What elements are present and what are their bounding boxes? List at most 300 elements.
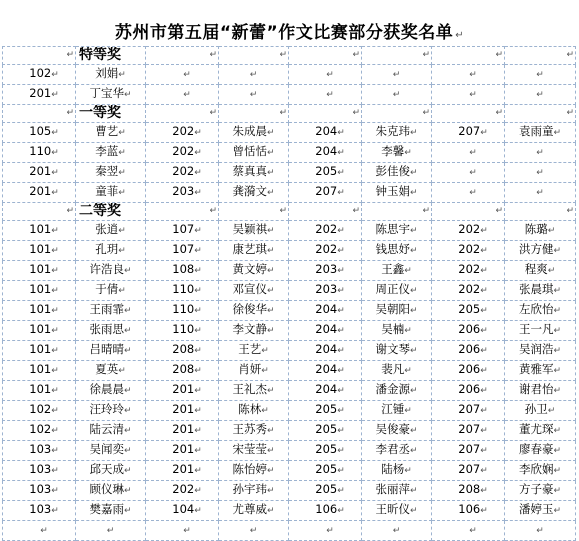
cell-end-mark: ↵	[553, 426, 562, 436]
class-number: 101	[29, 242, 52, 256]
cell-end-mark: ↵	[66, 50, 74, 60]
student-name-cell[interactable]	[76, 401, 146, 421]
student-name-cell[interactable]	[362, 143, 432, 163]
table-row	[3, 401, 576, 421]
student-name-cell[interactable]	[505, 361, 576, 381]
student-name-cell[interactable]	[505, 341, 576, 361]
class-number-cell[interactable]	[146, 381, 219, 401]
cell-end-mark: ↵	[337, 168, 345, 178]
student-name-cell[interactable]	[219, 143, 289, 163]
cell-end-mark: ↵	[409, 128, 418, 138]
student-name-cell[interactable]	[505, 183, 576, 203]
class-number-cell[interactable]	[146, 461, 219, 481]
class-number: 201	[29, 184, 52, 198]
cell-end-mark: ↵	[566, 108, 574, 118]
table-cell[interactable]	[505, 203, 576, 221]
student-name-cell[interactable]	[76, 461, 146, 481]
cell-end-mark: ↵	[337, 446, 345, 456]
cell-end-mark: ↵	[409, 226, 418, 236]
student-name-cell[interactable]	[505, 401, 576, 421]
student-name-cell[interactable]	[505, 261, 576, 281]
class-number: 202	[172, 124, 195, 138]
cell-end-mark: ↵	[194, 346, 202, 356]
cell-end-mark: ↵	[123, 406, 132, 416]
cell-end-mark: ↵	[409, 506, 418, 516]
class-number-cell[interactable]	[289, 421, 362, 441]
class-number: 107	[172, 242, 195, 256]
class-number: 202	[458, 242, 481, 256]
class-number-cell[interactable]	[146, 261, 219, 281]
student-name-cell[interactable]	[362, 401, 432, 421]
class-number-cell[interactable]	[146, 85, 219, 105]
cell-end-mark: ↵	[51, 506, 59, 516]
student-name-cell[interactable]	[219, 441, 289, 461]
class-number-cell[interactable]	[289, 221, 362, 241]
student-name-cell[interactable]	[505, 143, 576, 163]
cell-end-mark: ↵	[469, 526, 477, 536]
class-number: 203	[315, 282, 338, 296]
class-number-cell[interactable]	[3, 163, 76, 183]
class-number-cell[interactable]	[289, 501, 362, 521]
student-name-cell[interactable]	[219, 85, 289, 105]
class-number-cell[interactable]	[3, 321, 76, 341]
class-number-cell[interactable]	[3, 261, 76, 281]
cell-end-mark: ↵	[409, 306, 418, 316]
class-number: 107	[172, 222, 195, 236]
student-name-cell[interactable]	[219, 321, 289, 341]
cell-end-mark: ↵	[51, 246, 59, 256]
class-number-cell[interactable]	[289, 163, 362, 183]
cell-end-mark: ↵	[337, 306, 345, 316]
student-name: 曹艺	[95, 124, 119, 138]
table-cell[interactable]	[3, 47, 76, 65]
student-name-cell[interactable]	[505, 281, 576, 301]
student-name-cell[interactable]	[505, 321, 576, 341]
student-name-cell[interactable]	[76, 163, 146, 183]
document-title	[0, 22, 579, 44]
category-row	[3, 105, 576, 123]
class-number-cell[interactable]	[3, 361, 76, 381]
table-cell[interactable]	[289, 203, 362, 221]
student-name-cell[interactable]	[505, 501, 576, 521]
cell-end-mark: ↵	[495, 50, 503, 60]
table-cell[interactable]	[362, 203, 432, 221]
class-number-cell[interactable]	[289, 123, 362, 143]
class-number-cell[interactable]	[432, 321, 505, 341]
class-number: 103	[29, 482, 52, 496]
class-number-cell[interactable]	[3, 421, 76, 441]
student-name: 董尤琛	[518, 422, 554, 436]
student-name-cell[interactable]	[219, 341, 289, 361]
class-number-cell[interactable]	[289, 65, 362, 85]
table-row	[3, 65, 576, 85]
class-number-cell[interactable]	[3, 183, 76, 203]
student-name-cell[interactable]	[505, 381, 576, 401]
student-name: 吴润浩	[518, 342, 554, 356]
student-name-cell[interactable]	[505, 301, 576, 321]
table-cell[interactable]	[362, 47, 432, 65]
student-name-cell[interactable]	[362, 481, 432, 501]
student-name-cell[interactable]	[76, 123, 146, 143]
student-name-cell[interactable]	[76, 381, 146, 401]
student-name-cell[interactable]	[76, 261, 146, 281]
table-cell[interactable]	[289, 105, 362, 123]
cell-end-mark: ↵	[553, 246, 562, 256]
class-number-cell[interactable]	[289, 341, 362, 361]
table-row	[3, 321, 576, 341]
class-number-cell[interactable]	[3, 281, 76, 301]
class-number-cell[interactable]	[289, 321, 362, 341]
class-number-cell[interactable]	[146, 241, 219, 261]
cell-end-mark: ↵	[51, 188, 59, 198]
class-number-cell[interactable]	[146, 123, 219, 143]
class-number: 206	[458, 342, 481, 356]
student-name-cell[interactable]	[362, 301, 432, 321]
cell-end-mark: ↵	[194, 426, 202, 436]
student-name-cell[interactable]	[219, 163, 289, 183]
class-number-cell[interactable]	[146, 501, 219, 521]
category-text: 特等奖	[79, 47, 121, 63]
class-number-cell[interactable]	[432, 501, 505, 521]
cell-end-mark: ↵	[392, 70, 401, 80]
student-name-cell[interactable]	[219, 421, 289, 441]
student-name-cell[interactable]	[505, 123, 576, 143]
student-name-cell[interactable]	[219, 123, 289, 143]
student-name-cell[interactable]	[362, 123, 432, 143]
cell-end-mark: ↵	[536, 168, 544, 178]
cell-end-mark: ↵	[337, 266, 345, 276]
class-number-cell[interactable]	[3, 481, 76, 501]
class-number: 205	[458, 302, 481, 316]
student-name-cell[interactable]	[219, 501, 289, 521]
student-name-cell[interactable]	[219, 301, 289, 321]
class-number-cell[interactable]	[3, 401, 76, 421]
student-name-cell[interactable]	[505, 241, 576, 261]
cell-end-mark: ↵	[123, 446, 132, 456]
cell-end-mark: ↵	[51, 128, 59, 138]
cell-end-mark: ↵	[409, 426, 418, 436]
student-name: 许浩良	[89, 262, 124, 276]
cell-end-mark: ↵	[266, 466, 275, 476]
student-name-cell[interactable]	[505, 421, 576, 441]
cell-end-mark: ↵	[566, 206, 574, 216]
student-name-cell[interactable]	[362, 501, 432, 521]
table-cell[interactable]	[432, 203, 505, 221]
class-number-cell[interactable]	[432, 143, 505, 163]
table-cell[interactable]	[146, 105, 219, 123]
cell-end-mark: ↵	[194, 446, 202, 456]
category-row	[3, 203, 576, 221]
class-number-cell[interactable]	[3, 461, 76, 481]
cell-end-mark: ↵	[337, 148, 345, 158]
student-name-cell[interactable]	[76, 341, 146, 361]
class-number-cell[interactable]	[3, 241, 76, 261]
cell-end-mark: ↵	[118, 286, 126, 296]
cell-end-mark: ↵	[123, 346, 132, 356]
cell-end-mark: ↵	[352, 50, 360, 60]
student-name-cell[interactable]	[76, 301, 146, 321]
class-number-cell[interactable]	[3, 301, 76, 321]
student-name-cell[interactable]	[362, 261, 432, 281]
cell-end-mark: ↵	[123, 486, 132, 496]
student-name: 陈怡婷	[232, 462, 267, 476]
student-name: 黄文婷	[232, 262, 267, 276]
student-name: 蔡真真	[232, 164, 267, 178]
class-number-cell[interactable]	[289, 461, 362, 481]
class-number-cell[interactable]	[432, 421, 505, 441]
class-number-cell[interactable]	[432, 163, 505, 183]
class-number-cell[interactable]	[289, 301, 362, 321]
table-cell[interactable]	[362, 105, 432, 123]
student-name-cell[interactable]	[362, 461, 432, 481]
class-number-cell[interactable]	[3, 123, 76, 143]
student-name-cell[interactable]	[362, 221, 432, 241]
student-name-cell[interactable]	[362, 361, 432, 381]
class-number-cell[interactable]	[432, 301, 505, 321]
cell-end-mark: ↵	[409, 168, 418, 178]
cell-end-mark: ↵	[279, 50, 287, 60]
class-number-cell[interactable]	[432, 401, 505, 421]
student-name-cell[interactable]	[362, 421, 432, 441]
class-number-cell[interactable]	[432, 183, 505, 203]
student-name-cell[interactable]	[505, 221, 576, 241]
cell-end-mark: ↵	[266, 306, 275, 316]
table-cell[interactable]	[3, 203, 76, 221]
class-number-cell[interactable]	[146, 281, 219, 301]
class-number-cell[interactable]	[146, 441, 219, 461]
student-name-cell[interactable]	[76, 221, 146, 241]
student-name-cell[interactable]	[76, 241, 146, 261]
student-name-cell[interactable]	[219, 281, 289, 301]
class-number-cell[interactable]	[289, 281, 362, 301]
cell-end-mark: ↵	[66, 108, 74, 118]
class-number-cell[interactable]	[432, 341, 505, 361]
student-name-cell[interactable]	[505, 441, 576, 461]
category-label[interactable]	[76, 203, 146, 221]
class-number: 204	[315, 382, 338, 396]
student-name-cell[interactable]	[219, 221, 289, 241]
class-number: 204	[315, 342, 338, 356]
student-name-cell[interactable]	[76, 501, 146, 521]
class-number: 104	[172, 502, 195, 516]
class-number-cell[interactable]	[432, 241, 505, 261]
student-name-cell[interactable]	[76, 321, 146, 341]
table-cell[interactable]	[3, 105, 76, 123]
class-number-cell[interactable]	[289, 381, 362, 401]
cell-end-mark: ↵	[194, 326, 202, 336]
class-number: 101	[29, 302, 52, 316]
student-name-cell[interactable]	[219, 401, 289, 421]
cell-end-mark: ↵	[409, 486, 418, 496]
cell-end-mark: ↵	[279, 206, 287, 216]
class-number-cell[interactable]	[146, 481, 219, 501]
class-number-cell[interactable]	[146, 341, 219, 361]
student-name-cell[interactable]	[219, 461, 289, 481]
class-number-cell[interactable]	[432, 221, 505, 241]
student-name-cell[interactable]	[362, 163, 432, 183]
student-name: 顾仪琳	[89, 482, 124, 496]
cell-end-mark: ↵	[337, 366, 345, 376]
class-number-cell[interactable]	[3, 501, 76, 521]
category-label[interactable]	[76, 105, 146, 123]
cell-end-mark: ↵	[469, 70, 477, 80]
cell-end-mark: ↵	[536, 188, 544, 198]
student-name-cell[interactable]	[76, 421, 146, 441]
student-name: 张雨思	[89, 322, 124, 336]
class-number-cell[interactable]	[432, 361, 505, 381]
student-name-cell[interactable]	[362, 281, 432, 301]
table-cell[interactable]	[432, 105, 505, 123]
class-number-cell[interactable]	[146, 163, 219, 183]
student-name-cell[interactable]	[76, 65, 146, 85]
class-number-cell[interactable]	[432, 281, 505, 301]
class-number-cell[interactable]	[432, 85, 505, 105]
class-number-cell[interactable]	[432, 461, 505, 481]
student-name-cell[interactable]	[362, 183, 432, 203]
class-number-cell[interactable]	[3, 441, 76, 461]
student-name: 张丽萍	[375, 482, 410, 496]
cell-end-mark: ↵	[404, 366, 412, 376]
cell-end-mark: ↵	[51, 366, 59, 376]
class-number-cell[interactable]	[3, 221, 76, 241]
student-name-cell[interactable]	[219, 183, 289, 203]
cell-end-mark: ↵	[266, 266, 275, 276]
student-name-cell[interactable]	[362, 321, 432, 341]
category-label[interactable]	[76, 47, 146, 65]
table-cell[interactable]	[146, 203, 219, 221]
cell-end-mark: ↵	[480, 386, 488, 396]
cell-end-mark: ↵	[469, 168, 477, 178]
class-number: 201	[172, 442, 195, 456]
class-number-cell[interactable]	[146, 321, 219, 341]
class-number-cell[interactable]	[3, 381, 76, 401]
class-number: 101	[29, 322, 52, 336]
student-name-cell[interactable]	[219, 241, 289, 261]
class-number-cell[interactable]	[432, 441, 505, 461]
class-number-cell[interactable]	[3, 143, 76, 163]
cell-end-mark: ↵	[409, 346, 418, 356]
class-number-cell[interactable]	[432, 381, 505, 401]
class-number: 208	[458, 482, 481, 496]
class-number-cell[interactable]	[146, 221, 219, 241]
class-number: 110	[172, 302, 195, 316]
class-number-cell[interactable]	[289, 183, 362, 203]
cell-end-mark: ↵	[480, 406, 488, 416]
table-cell[interactable]	[289, 47, 362, 65]
student-name: 童菲	[95, 184, 119, 198]
class-number-cell[interactable]	[432, 123, 505, 143]
cell-end-mark: ↵	[337, 346, 345, 356]
class-number: 202	[315, 222, 338, 236]
student-name-cell[interactable]	[76, 361, 146, 381]
student-name: 廖春豪	[518, 442, 554, 456]
table-cell[interactable]	[146, 47, 219, 65]
table-cell[interactable]	[219, 47, 289, 65]
student-name: 康艺琪	[232, 242, 267, 256]
class-number-cell[interactable]	[146, 301, 219, 321]
student-name-cell[interactable]	[76, 441, 146, 461]
cell-end-mark: ↵	[51, 426, 59, 436]
class-number-cell[interactable]	[289, 401, 362, 421]
table-cell[interactable]	[505, 105, 576, 123]
student-name-cell[interactable]	[362, 381, 432, 401]
class-number-cell[interactable]	[432, 481, 505, 501]
student-name: 李君丞	[375, 442, 410, 456]
student-name-cell[interactable]	[362, 85, 432, 105]
table-cell[interactable]	[219, 203, 289, 221]
student-name-cell[interactable]	[76, 85, 146, 105]
student-name: 王一凡	[518, 322, 554, 336]
student-name-cell[interactable]	[219, 361, 289, 381]
student-name: 谢君怡	[518, 382, 554, 396]
student-name-cell[interactable]	[505, 461, 576, 481]
class-number-cell[interactable]	[289, 85, 362, 105]
cell-end-mark: ↵	[118, 148, 126, 158]
student-name: 谢文琴	[375, 342, 410, 356]
class-number-cell[interactable]	[289, 441, 362, 461]
student-name-cell[interactable]	[505, 85, 576, 105]
class-number-cell[interactable]	[289, 261, 362, 281]
student-name-cell[interactable]	[76, 143, 146, 163]
student-name-cell[interactable]	[505, 163, 576, 183]
student-name-cell[interactable]	[362, 241, 432, 261]
class-number: 108	[172, 262, 195, 276]
student-name-cell[interactable]	[76, 281, 146, 301]
table-cell[interactable]	[219, 105, 289, 123]
class-number-cell[interactable]	[146, 421, 219, 441]
student-name-cell[interactable]	[219, 481, 289, 501]
student-name: 黄雅军	[518, 362, 554, 376]
class-number-cell[interactable]	[3, 65, 76, 85]
table-cell[interactable]	[432, 47, 505, 65]
student-name-cell[interactable]	[362, 65, 432, 85]
cell-end-mark: ↵	[51, 466, 59, 476]
class-number-cell[interactable]	[146, 183, 219, 203]
class-number-cell[interactable]	[432, 65, 505, 85]
student-name-cell[interactable]	[219, 65, 289, 85]
class-number-cell[interactable]	[146, 361, 219, 381]
class-number-cell[interactable]	[289, 481, 362, 501]
student-name: 曾恬恬	[232, 144, 267, 158]
class-number-cell[interactable]	[289, 241, 362, 261]
cell-end-mark: ↵	[209, 206, 217, 216]
cell-end-mark: ↵	[553, 128, 562, 138]
class-number-cell[interactable]	[289, 143, 362, 163]
cell-end-mark: ↵	[261, 366, 269, 376]
class-number-cell[interactable]	[3, 341, 76, 361]
class-number: 202	[458, 222, 481, 236]
class-number-cell[interactable]	[146, 143, 219, 163]
student-name: 王雨霏	[89, 302, 124, 316]
class-number-cell[interactable]	[289, 361, 362, 381]
cell-end-mark: ↵	[553, 306, 562, 316]
student-name-cell[interactable]	[505, 65, 576, 85]
student-name-cell[interactable]	[219, 381, 289, 401]
class-number-cell[interactable]	[146, 401, 219, 421]
class-number-cell[interactable]	[146, 65, 219, 85]
class-number-cell[interactable]	[432, 261, 505, 281]
student-name-cell[interactable]	[362, 441, 432, 461]
class-number-cell[interactable]	[3, 85, 76, 105]
cell-end-mark: ↵	[266, 226, 275, 236]
student-name-cell[interactable]	[76, 481, 146, 501]
student-name-cell[interactable]	[362, 341, 432, 361]
student-name-cell[interactable]	[219, 261, 289, 281]
student-name-cell[interactable]	[505, 481, 576, 501]
student-name: 宋莹莹	[232, 442, 267, 456]
table-cell[interactable]	[505, 47, 576, 65]
student-name-cell[interactable]	[76, 183, 146, 203]
